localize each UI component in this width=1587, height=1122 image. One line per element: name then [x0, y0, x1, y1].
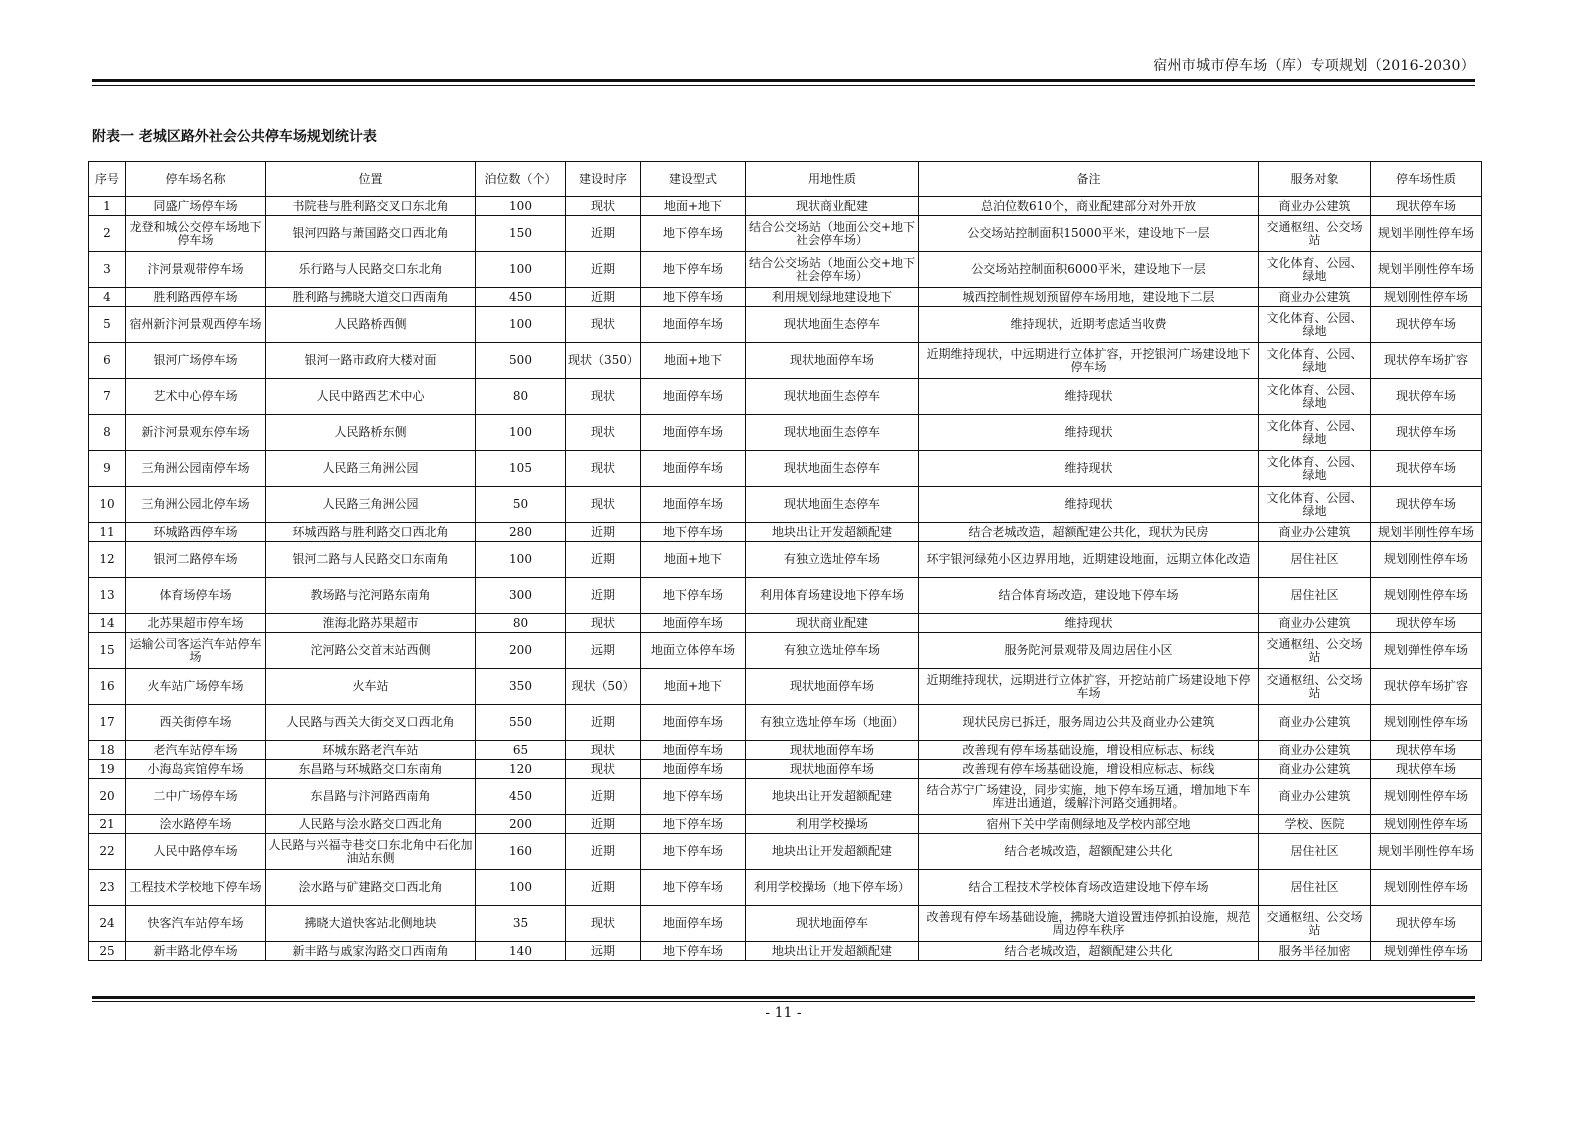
cell-type: 地下停车场	[641, 216, 746, 252]
cell-service: 商业办公建筑	[1259, 288, 1371, 307]
cell-spaces: 550	[476, 705, 566, 741]
cell-remarks: 改善现有停车场基础设施，拂晓大道设置违停抓拍设施，规范周边停车秩序	[919, 906, 1259, 942]
cell-remarks: 维持现状	[919, 451, 1259, 487]
cell-name: 艺术中心停车场	[126, 379, 266, 415]
cell-location: 人民路桥西侧	[266, 307, 476, 343]
cell-phase: 现状（350）	[566, 343, 641, 379]
cell-index: 14	[89, 614, 126, 633]
cell-service: 文化体育、公园、绿地	[1259, 343, 1371, 379]
col-header-remarks: 备注	[919, 162, 1259, 197]
cell-service: 商业办公建筑	[1259, 197, 1371, 216]
table-row	[89, 942, 1482, 961]
cell-phase: 近期	[566, 288, 641, 307]
cell-type: 地下停车场	[641, 870, 746, 906]
cell-spaces: 140	[476, 942, 566, 961]
cell-index: 11	[89, 523, 126, 542]
cell-phase: 近期	[566, 779, 641, 815]
cell-name: 火车站广场停车场	[126, 669, 266, 705]
cell-spaces: 35	[476, 906, 566, 942]
cell-type: 地面立体停车场	[641, 633, 746, 669]
col-header-index: 序号	[89, 162, 126, 197]
cell-service: 商业办公建筑	[1259, 760, 1371, 779]
cell-land-use: 有独立选址停车场（地面）	[746, 705, 919, 741]
cell-spaces: 450	[476, 779, 566, 815]
cell-name: 宿州新汴河景观西停车场	[126, 307, 266, 343]
cell-spaces: 300	[476, 578, 566, 614]
cell-phase: 现状	[566, 741, 641, 760]
cell-name: 体育场停车场	[126, 578, 266, 614]
cell-service: 文化体育、公园、绿地	[1259, 415, 1371, 451]
cell-phase: 近期	[566, 834, 641, 870]
cell-index: 5	[89, 307, 126, 343]
cell-phase: 现状	[566, 614, 641, 633]
cell-land-use: 利用学校操场（地下停车场）	[746, 870, 919, 906]
cell-type: 地面停车场	[641, 487, 746, 523]
cell-index: 20	[89, 779, 126, 815]
cell-nature: 现状停车场	[1371, 614, 1482, 633]
cell-nature: 规划半刚性停车场	[1371, 252, 1482, 288]
header-rule-thin	[92, 85, 1475, 86]
cell-type: 地下停车场	[641, 815, 746, 834]
table-row	[89, 578, 1482, 614]
table-body	[89, 197, 1482, 961]
cell-nature: 现状停车场	[1371, 379, 1482, 415]
cell-location: 东昌路与环城路交口东南角	[266, 760, 476, 779]
cell-name: 三角洲公园南停车场	[126, 451, 266, 487]
table-row	[89, 216, 1482, 252]
cell-remarks: 公交场站控制面积6000平米，建设地下一层	[919, 252, 1259, 288]
col-header-service: 服务对象	[1259, 162, 1371, 197]
cell-service: 交通枢纽、公交场站	[1259, 216, 1371, 252]
cell-type: 地面+地下	[641, 343, 746, 379]
cell-nature: 规划半刚性停车场	[1371, 834, 1482, 870]
cell-spaces: 65	[476, 741, 566, 760]
cell-phase: 近期	[566, 252, 641, 288]
cell-spaces: 100	[476, 197, 566, 216]
cell-name: 新丰路北停车场	[126, 942, 266, 961]
cell-location: 教场路与沱河路东南角	[266, 578, 476, 614]
cell-phase: 近期	[566, 542, 641, 578]
cell-nature: 规划刚性停车场	[1371, 779, 1482, 815]
cell-nature: 现状停车场	[1371, 760, 1482, 779]
cell-land-use: 利用规划绿地建设地下	[746, 288, 919, 307]
cell-remarks: 维持现状	[919, 614, 1259, 633]
cell-index: 24	[89, 906, 126, 942]
cell-land-use: 现状地面停车场	[746, 741, 919, 760]
cell-location: 乐行路与人民路交口东北角	[266, 252, 476, 288]
cell-land-use: 现状地面生态停车	[746, 415, 919, 451]
cell-index: 3	[89, 252, 126, 288]
cell-index: 22	[89, 834, 126, 870]
cell-remarks: 维持现状	[919, 379, 1259, 415]
table-row	[89, 614, 1482, 633]
table-row	[89, 197, 1482, 216]
cell-name: 西关街停车场	[126, 705, 266, 741]
cell-land-use: 现状地面停车场	[746, 669, 919, 705]
cell-phase: 现状	[566, 197, 641, 216]
table-header-row	[89, 162, 1482, 197]
cell-service: 居住社区	[1259, 578, 1371, 614]
cell-remarks: 公交场站控制面积15000平米，建设地下一层	[919, 216, 1259, 252]
cell-type: 地下停车场	[641, 834, 746, 870]
cell-index: 10	[89, 487, 126, 523]
cell-location: 人民路与西关大街交叉口西北角	[266, 705, 476, 741]
cell-land-use: 结合公交场站（地面公交+地下社会停车场）	[746, 216, 919, 252]
cell-type: 地面停车场	[641, 760, 746, 779]
cell-index: 13	[89, 578, 126, 614]
table-row	[89, 307, 1482, 343]
footer-rule-thick	[92, 996, 1475, 999]
cell-land-use: 有独立选址停车场	[746, 633, 919, 669]
cell-location: 拂晓大道快客站北侧地块	[266, 906, 476, 942]
cell-index: 19	[89, 760, 126, 779]
table-row	[89, 779, 1482, 815]
table-caption: 附表一 老城区路外社会公共停车场规划统计表	[92, 129, 377, 145]
cell-location: 人民路与浍水路交口西北角	[266, 815, 476, 834]
cell-index: 4	[89, 288, 126, 307]
cell-type: 地面停车场	[641, 906, 746, 942]
cell-land-use: 现状商业配建	[746, 197, 919, 216]
cell-name: 银河广场停车场	[126, 343, 266, 379]
cell-type: 地下停车场	[641, 578, 746, 614]
cell-nature: 规划刚性停车场	[1371, 288, 1482, 307]
cell-remarks: 结合老城改造，超额配建公共化	[919, 834, 1259, 870]
table-row	[89, 705, 1482, 741]
cell-type: 地面停车场	[641, 451, 746, 487]
cell-service: 文化体育、公园、绿地	[1259, 451, 1371, 487]
cell-land-use: 现状地面停车场	[746, 760, 919, 779]
cell-index: 18	[89, 741, 126, 760]
cell-type: 地下停车场	[641, 288, 746, 307]
cell-phase: 远期	[566, 942, 641, 961]
cell-service: 居住社区	[1259, 834, 1371, 870]
cell-type: 地面停车场	[641, 614, 746, 633]
table-row	[89, 815, 1482, 834]
cell-location: 东昌路与汴河路西南角	[266, 779, 476, 815]
cell-phase: 现状	[566, 451, 641, 487]
cell-land-use: 利用体育场建设地下停车场	[746, 578, 919, 614]
cell-spaces: 350	[476, 669, 566, 705]
cell-spaces: 500	[476, 343, 566, 379]
cell-phase: 远期	[566, 633, 641, 669]
table-row	[89, 379, 1482, 415]
cell-type: 地面停车场	[641, 415, 746, 451]
cell-name: 快客汽车站停车场	[126, 906, 266, 942]
cell-service: 交通枢纽、公交场站	[1259, 669, 1371, 705]
cell-index: 17	[89, 705, 126, 741]
cell-remarks: 近期维持现状，中远期进行立体扩容，开挖银河广场建设地下停车场	[919, 343, 1259, 379]
cell-spaces: 100	[476, 542, 566, 578]
col-header-spaces: 泊位数（个）	[476, 162, 566, 197]
cell-location: 淮海北路苏果超市	[266, 614, 476, 633]
cell-nature: 规划弹性停车场	[1371, 633, 1482, 669]
col-header-phase: 建设时序	[566, 162, 641, 197]
cell-nature: 现状停车场	[1371, 906, 1482, 942]
cell-spaces: 120	[476, 760, 566, 779]
table-row	[89, 252, 1482, 288]
cell-land-use: 现状地面生态停车	[746, 487, 919, 523]
cell-service: 商业办公建筑	[1259, 741, 1371, 760]
cell-name: 二中广场停车场	[126, 779, 266, 815]
cell-name: 人民中路停车场	[126, 834, 266, 870]
cell-nature: 现状停车场扩容	[1371, 669, 1482, 705]
cell-spaces: 160	[476, 834, 566, 870]
cell-phase: 近期	[566, 578, 641, 614]
cell-nature: 规划刚性停车场	[1371, 542, 1482, 578]
cell-service: 商业办公建筑	[1259, 523, 1371, 542]
cell-nature: 现状停车场	[1371, 415, 1482, 451]
table-row	[89, 870, 1482, 906]
cell-nature: 规划弹性停车场	[1371, 942, 1482, 961]
cell-name: 浍水路停车场	[126, 815, 266, 834]
col-header-nature: 停车场性质	[1371, 162, 1482, 197]
cell-index: 1	[89, 197, 126, 216]
cell-spaces: 100	[476, 415, 566, 451]
cell-name: 北苏果超市停车场	[126, 614, 266, 633]
cell-spaces: 80	[476, 379, 566, 415]
cell-spaces: 200	[476, 815, 566, 834]
cell-phase: 现状（50）	[566, 669, 641, 705]
table-row	[89, 834, 1482, 870]
cell-remarks: 结合老城改造，超额配建公共化	[919, 942, 1259, 961]
cell-land-use: 有独立选址停车场	[746, 542, 919, 578]
cell-name: 同盛广场停车场	[126, 197, 266, 216]
cell-index: 8	[89, 415, 126, 451]
cell-nature: 现状停车场	[1371, 741, 1482, 760]
table-row	[89, 669, 1482, 705]
col-header-land-use: 用地性质	[746, 162, 919, 197]
cell-service: 居住社区	[1259, 870, 1371, 906]
cell-service: 文化体育、公园、绿地	[1259, 252, 1371, 288]
table-row	[89, 760, 1482, 779]
cell-index: 16	[89, 669, 126, 705]
cell-remarks: 结合老城改造，超额配建公共化，现状为民房	[919, 523, 1259, 542]
cell-nature: 规划半刚性停车场	[1371, 216, 1482, 252]
cell-name: 新汴河景观东停车场	[126, 415, 266, 451]
cell-spaces: 105	[476, 451, 566, 487]
cell-remarks: 总泊位数610个，商业配建部分对外开放	[919, 197, 1259, 216]
cell-phase: 现状	[566, 906, 641, 942]
cell-phase: 现状	[566, 487, 641, 523]
cell-location: 胜利路与拂晓大道交口西南角	[266, 288, 476, 307]
cell-land-use: 地块出让开发超额配建	[746, 942, 919, 961]
cell-spaces: 100	[476, 252, 566, 288]
cell-location: 银河四路与萧国路交口西北角	[266, 216, 476, 252]
table-row	[89, 343, 1482, 379]
cell-land-use: 现状地面生态停车	[746, 379, 919, 415]
cell-nature: 现状停车场	[1371, 307, 1482, 343]
cell-index: 15	[89, 633, 126, 669]
cell-spaces: 200	[476, 633, 566, 669]
cell-type: 地面停车场	[641, 307, 746, 343]
cell-land-use: 结合公交场站（地面公交+地下社会停车场）	[746, 252, 919, 288]
cell-service: 服务半径加密	[1259, 942, 1371, 961]
cell-service: 商业办公建筑	[1259, 614, 1371, 633]
cell-type: 地面停车场	[641, 741, 746, 760]
cell-location: 人民路与兴福寺巷交口东北角中石化加油站东侧	[266, 834, 476, 870]
table-row	[89, 451, 1482, 487]
cell-nature: 现状停车场	[1371, 487, 1482, 523]
cell-location: 环城西路与胜利路交口西北角	[266, 523, 476, 542]
cell-location: 环城东路老汽车站	[266, 741, 476, 760]
cell-name: 三角洲公园北停车场	[126, 487, 266, 523]
cell-location: 浍水路与矿建路交口西北角	[266, 870, 476, 906]
cell-service: 文化体育、公园、绿地	[1259, 487, 1371, 523]
cell-location: 火车站	[266, 669, 476, 705]
cell-name: 工程技术学校地下停车场	[126, 870, 266, 906]
table-row	[89, 906, 1482, 942]
cell-index: 7	[89, 379, 126, 415]
cell-nature: 规划刚性停车场	[1371, 705, 1482, 741]
cell-index: 12	[89, 542, 126, 578]
cell-remarks: 维持现状	[919, 487, 1259, 523]
cell-remarks: 结合工程技术学校体育场改造建设地下停车场	[919, 870, 1259, 906]
cell-remarks: 宿州下关中学南侧绿地及学校内部空地	[919, 815, 1259, 834]
cell-service: 交通枢纽、公交场站	[1259, 906, 1371, 942]
cell-name: 胜利路西停车场	[126, 288, 266, 307]
cell-location: 人民中路西艺术中心	[266, 379, 476, 415]
cell-name: 汴河景观带停车场	[126, 252, 266, 288]
table-row	[89, 523, 1482, 542]
cell-name: 龙登和城公交停车场地下停车场	[126, 216, 266, 252]
cell-type: 地下停车场	[641, 942, 746, 961]
cell-spaces: 280	[476, 523, 566, 542]
col-header-location: 位置	[266, 162, 476, 197]
cell-spaces: 150	[476, 216, 566, 252]
cell-remarks: 结合苏宁广场建设，同步实施，地下停车场互通，增加地下车库进出通道，缓解汴河路交通拥堵。	[919, 779, 1259, 815]
cell-land-use: 现状地面停车场	[746, 343, 919, 379]
cell-service: 商业办公建筑	[1259, 705, 1371, 741]
cell-land-use: 现状地面生态停车	[746, 307, 919, 343]
cell-location: 沱河路公交首末站西侧	[266, 633, 476, 669]
cell-name: 环城路西停车场	[126, 523, 266, 542]
cell-phase: 现状	[566, 760, 641, 779]
cell-type: 地面+地下	[641, 197, 746, 216]
cell-name: 银河二路停车场	[126, 542, 266, 578]
cell-spaces: 100	[476, 307, 566, 343]
cell-phase: 近期	[566, 705, 641, 741]
cell-service: 交通枢纽、公交场站	[1259, 633, 1371, 669]
cell-location: 新丰路与戚家沟路交口西南角	[266, 942, 476, 961]
cell-location: 人民路桥东侧	[266, 415, 476, 451]
cell-remarks: 维持现状	[919, 415, 1259, 451]
cell-nature: 现状停车场扩容	[1371, 343, 1482, 379]
footer-rule-thin	[92, 1001, 1475, 1002]
cell-spaces: 80	[476, 614, 566, 633]
cell-remarks: 近期维持现状，远期进行立体扩容，开挖站前广场建设地下停车场	[919, 669, 1259, 705]
cell-location: 银河一路市政府大楼对面	[266, 343, 476, 379]
cell-land-use: 现状地面生态停车	[746, 451, 919, 487]
cell-location: 银河二路与人民路交口东南角	[266, 542, 476, 578]
cell-service: 学校、医院	[1259, 815, 1371, 834]
cell-name: 运输公司客运汽车站停车场	[126, 633, 266, 669]
cell-land-use: 地块出让开发超额配建	[746, 779, 919, 815]
cell-spaces: 450	[476, 288, 566, 307]
cell-type: 地下停车场	[641, 252, 746, 288]
cell-remarks: 结合体育场改造，建设地下停车场	[919, 578, 1259, 614]
cell-phase: 近期	[566, 870, 641, 906]
table-row	[89, 288, 1482, 307]
cell-type: 地下停车场	[641, 779, 746, 815]
table-row	[89, 415, 1482, 451]
cell-index: 9	[89, 451, 126, 487]
table-row	[89, 542, 1482, 578]
cell-phase: 近期	[566, 216, 641, 252]
cell-land-use: 利用学校操场	[746, 815, 919, 834]
cell-phase: 现状	[566, 415, 641, 451]
col-header-name: 停车场名称	[126, 162, 266, 197]
document-title: 宿州市城市停车场（库）专项规划（2016-2030）	[1153, 58, 1475, 74]
cell-spaces: 50	[476, 487, 566, 523]
cell-remarks: 改善现有停车场基础设施，增设相应标志、标线	[919, 741, 1259, 760]
cell-service: 文化体育、公园、绿地	[1259, 307, 1371, 343]
cell-name: 老汽车站停车场	[126, 741, 266, 760]
cell-remarks: 现状民房已拆迁，服务周边公共及商业办公建筑	[919, 705, 1259, 741]
cell-nature: 规划刚性停车场	[1371, 578, 1482, 614]
cell-service: 商业办公建筑	[1259, 779, 1371, 815]
cell-remarks: 维持现状，近期考虑适当收费	[919, 307, 1259, 343]
cell-name: 小海岛宾馆停车场	[126, 760, 266, 779]
cell-phase: 近期	[566, 815, 641, 834]
parking-table	[88, 161, 1482, 961]
cell-type: 地面停车场	[641, 705, 746, 741]
col-header-type: 建设型式	[641, 162, 746, 197]
cell-type: 地面+地下	[641, 669, 746, 705]
cell-phase: 近期	[566, 523, 641, 542]
cell-nature: 规划半刚性停车场	[1371, 523, 1482, 542]
cell-location: 人民路三角洲公园	[266, 451, 476, 487]
cell-type: 地面停车场	[641, 379, 746, 415]
cell-remarks: 城西控制性规划预留停车场用地，建设地下二层	[919, 288, 1259, 307]
cell-nature: 现状停车场	[1371, 451, 1482, 487]
cell-service: 文化体育、公园、绿地	[1259, 379, 1371, 415]
cell-index: 2	[89, 216, 126, 252]
header-rule-thick	[92, 79, 1475, 82]
cell-location: 书院巷与胜利路交叉口东北角	[266, 197, 476, 216]
cell-spaces: 100	[476, 870, 566, 906]
cell-nature: 现状停车场	[1371, 197, 1482, 216]
cell-land-use: 地块出让开发超额配建	[746, 834, 919, 870]
cell-remarks: 服务陀河景观带及周边居住小区	[919, 633, 1259, 669]
cell-index: 6	[89, 343, 126, 379]
cell-index: 25	[89, 942, 126, 961]
cell-index: 23	[89, 870, 126, 906]
cell-phase: 现状	[566, 379, 641, 415]
cell-service: 居住社区	[1259, 542, 1371, 578]
cell-location: 人民路三角洲公园	[266, 487, 476, 523]
cell-index: 21	[89, 815, 126, 834]
cell-type: 地面+地下	[641, 542, 746, 578]
cell-remarks: 环宇银河绿苑小区边界用地，近期建设地面，远期立体化改造	[919, 542, 1259, 578]
cell-type: 地下停车场	[641, 523, 746, 542]
cell-land-use: 地块出让开发超额配建	[746, 523, 919, 542]
cell-nature: 规划刚性停车场	[1371, 870, 1482, 906]
cell-phase: 现状	[566, 307, 641, 343]
page-number: - 11 -	[765, 1005, 802, 1021]
cell-nature: 规划刚性停车场	[1371, 815, 1482, 834]
table-row	[89, 633, 1482, 669]
table-row	[89, 741, 1482, 760]
cell-land-use: 现状地面停车	[746, 906, 919, 942]
table-row	[89, 487, 1482, 523]
cell-remarks: 改善现有停车场基础设施，增设相应标志、标线	[919, 760, 1259, 779]
cell-land-use: 现状商业配建	[746, 614, 919, 633]
